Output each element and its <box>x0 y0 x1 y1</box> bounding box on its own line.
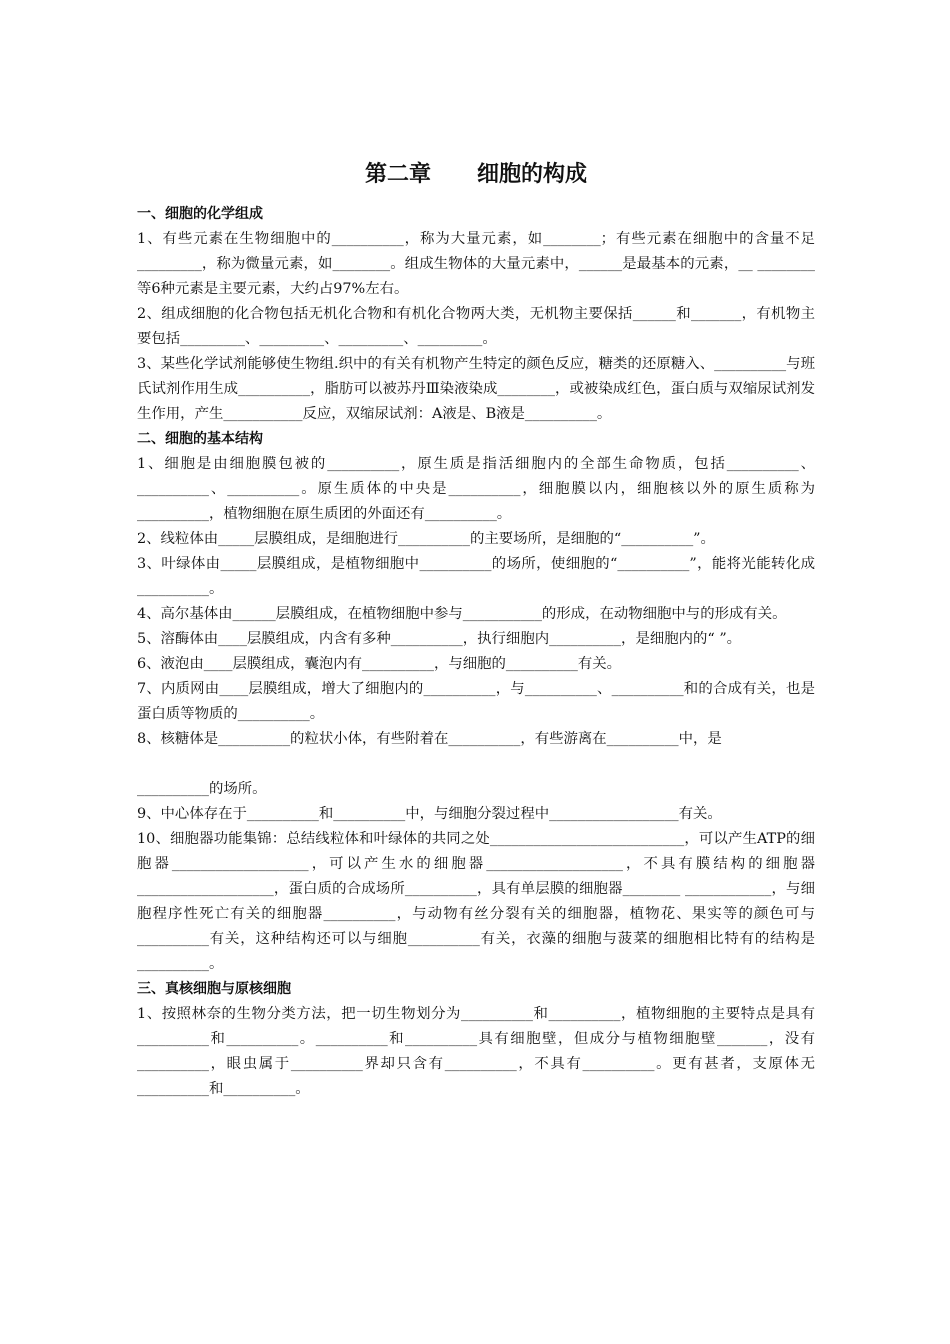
question-item: 2、组成细胞的化合物包括无机化合物和有机化合物两大类，无机物主要保括______和_______，有机物主要包括_________、_________、_________、_________。 <box>137 306 815 347</box>
question-item: __________的场所。 <box>137 781 267 797</box>
question-item: 4、高尔基体由______层膜组成，在植物细胞中参与___________的形成，在动物细胞中与的形成有关。 <box>137 606 787 622</box>
document-page <box>137 158 815 1102</box>
question-item: 2、线粒体由_____层膜组成，是细胞进行__________的主要场所，是细胞的“__________”。 <box>137 531 715 547</box>
section-heading: 一、细胞的化学组成 <box>137 206 263 222</box>
question-item: 10、细胞器功能集锦：总结线粒体和叶绿体的共同之处___________________________，可以产生ATP的细胞器___________________，可以产生水的细胞器___________________，不具有膜结构的细胞器___________________，蛋白质的合成场所__________，具有单层膜的细胞器________ ____________，与细胞程序性死亡有关的细胞器__________，与动物有丝分裂有关的细胞器，植物花、果实等的颜色可与__________有关，这种结构还可以与细胞__________有关，衣藻的细胞与菠菜的细胞相比特有的结构是__________。 <box>137 831 815 972</box>
question-item: 1、有些元素在生物细胞中的__________，称为大量元素，如________；有些元素在细胞中的含量不足_________，称为微量元素，如________。组成生物体的大量元素中，______是最基本的元素，__ ________等6种元素是主要元素，大约占97%左右。 <box>137 231 815 297</box>
page-title: 第二章 细胞的构成 <box>365 162 587 187</box>
question-item: 5、溶酶体由____层膜组成，内含有多种__________，执行细胞内__________，是细胞内的“ ”。 <box>137 631 742 647</box>
question-item: 1、细胞是由细胞膜包被的__________，原生质是指活细胞内的全部生命物质，包括__________、__________、__________。原生质体的中央是__________，细胞膜以内，细胞核以外的原生质称为__________，植物细胞在原生质团的外面还有__________。 <box>137 456 815 522</box>
question-item: 9、中心体存在于__________和__________中，与细胞分裂过程中__________________有关。 <box>137 806 722 822</box>
question-item: 1、按照林奈的生物分类方法，把一切生物划分为__________和__________，植物细胞的主要特点是具有__________和__________。__________和__________具有细胞壁，但成分与植物细胞壁_______，没有__________，眼虫属于__________界却只含有__________，不具有__________。更有甚者，支原体无__________和__________。 <box>137 1006 815 1097</box>
section-basic-structure <box>137 427 815 977</box>
question-item: 3、叶绿体由_____层膜组成，是植物细胞中__________的场所，使细胞的“__________”，能将光能转化成__________。 <box>137 556 815 597</box>
question-item: 3、某些化学试剂能够使生物组.织中的有关有机物产生特定的颜色反应，糖类的还原糖入、__________与班氏试剂作用生成__________，脂肪可以被苏丹Ⅲ染液染成________，或被染成红色，蛋白质与双缩尿试剂发生作用，产生___________反应，双缩尿试剂：A液是、B液是__________。 <box>137 356 815 422</box>
section-heading: 二、细胞的基本结构 <box>137 431 263 447</box>
question-item: 6、液泡由____层膜组成，囊泡内有__________，与细胞的__________有关。 <box>137 656 622 672</box>
section-heading: 三、真核细胞与原核细胞 <box>137 981 291 997</box>
section-eukaryote-prokaryote <box>137 977 815 1102</box>
question-item: 7、内质网由____层膜组成，增大了细胞内的__________，与__________、__________和的合成有关，也是蛋白质等物质的__________。 <box>137 681 815 722</box>
question-item: 8、核糖体是__________的粒状小体，有些附着在__________，有些游离在__________中，是 <box>137 731 722 747</box>
section-chemical-composition <box>137 202 815 427</box>
